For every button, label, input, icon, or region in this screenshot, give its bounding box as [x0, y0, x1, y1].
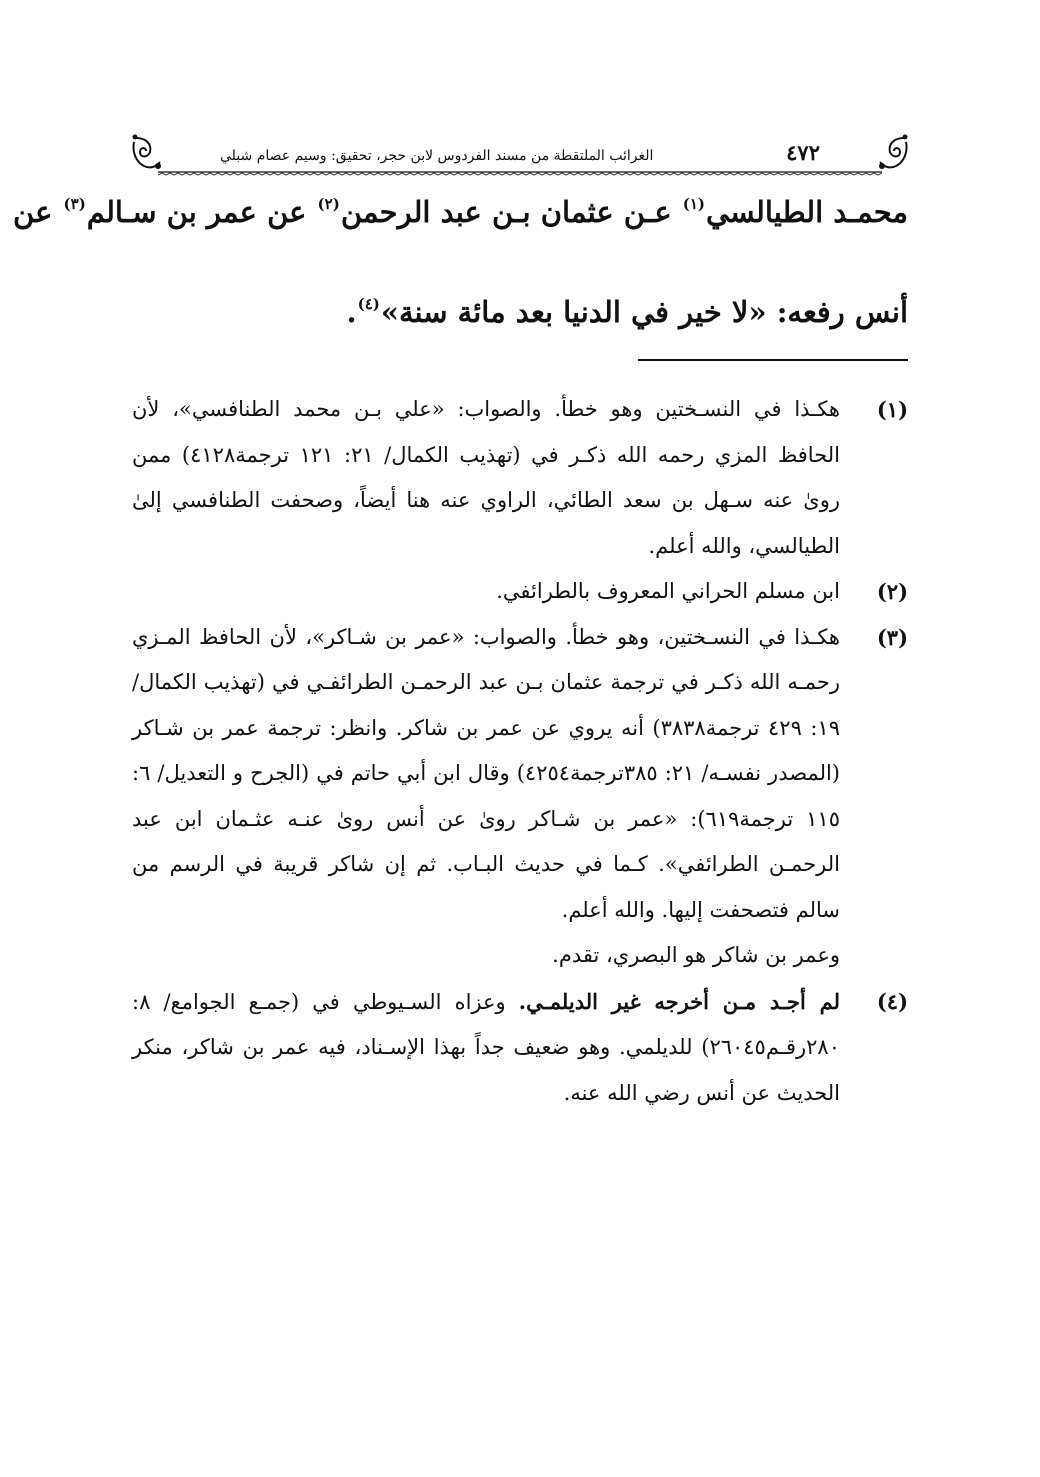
main-line-1	[13, 195, 908, 229]
footnote-ref-2[interactable]: (٢)	[317, 195, 340, 213]
main-text-segment: عن عمر بن سـالم	[86, 195, 317, 229]
footnotes	[132, 387, 908, 1116]
footnote-number: (٢)	[876, 579, 908, 604]
header-rule	[158, 171, 882, 177]
footnote-extra-line: وعمر بن شاكر هو البصري، تقدم.	[552, 943, 840, 967]
footnote-1	[132, 387, 908, 569]
ornament-right-icon	[874, 132, 910, 172]
header-text-row	[220, 140, 820, 165]
footnote-text	[132, 979, 840, 1117]
book-title: الغرائب الملتقطة من مسند الفردوس لابن حجر، تحقيق: وسيم عصام شبلي	[220, 148, 654, 164]
footnote-2	[132, 569, 908, 615]
hadith-text: لا خير في الدنيا بعد مائة سنة	[398, 295, 749, 329]
main-text-segment: عـن عثمان بـن عبد الرحمن	[340, 195, 682, 229]
footnote-4	[132, 979, 908, 1117]
page-number: ٤٧٢	[786, 140, 820, 165]
running-header	[130, 128, 910, 178]
footnote-separator	[638, 359, 908, 361]
ornament-left-icon	[130, 132, 166, 172]
footnote-ref-3[interactable]: (٣)	[63, 195, 86, 213]
main-text-segment: .	[346, 295, 357, 329]
footnote-number: (٣)	[876, 624, 908, 650]
main-text-segment: أنس رفعه: «	[748, 295, 908, 329]
footnote-lead: لم أجـد مـن أخرجه غير الديلمـي.	[518, 988, 840, 1014]
footnote-ref-4[interactable]: (٤)	[357, 295, 380, 313]
main-text-segment: عن	[13, 195, 63, 229]
footnote-number: (٤)	[876, 988, 908, 1014]
footnote-text: هكـذا في النسـختين وهو خطأ. والصواب: «علي بـن محمد الطنافسي»، لأن الحافظ المزي رحمه الله ذكـر في (تهذيب الكمال/ ٢١: ١٢١ ترجمة٤١٢٨) ممن روىٰ عنه سـهل بن سعد الطائي، الراوي عنه هنا أيضاً، وصحفت الطنافسي إلىٰ الطيالسي، والله أعلم.	[132, 397, 840, 558]
main-text-segment: محمـد الطيالسي	[706, 195, 908, 229]
footnote-rest: وعزاه السـيوطي في (جمـع الجوامع/ ٨: ٢٨٠رقـم٢٦٠٤٥) للديلمي. وهو ضعيف جداً بهذا الإسـناد، فيه عمر بن شاكر، منكر الحديث عن أنس رضي الله عنه.	[132, 989, 840, 1105]
main-text-segment: »	[380, 295, 399, 329]
footnote-ref-1[interactable]: (١)	[682, 195, 706, 213]
footnote-number: (١)	[876, 397, 908, 422]
footnote-text: هكـذا في النسـختين، وهو خطأ. والصواب: «عمر بن شـاكر»، لأن الحافظ المـزي رحمـه الله ذكـر في ترجمة عثمان بـن عبد الرحمـن الطرائفـي في (تهذيب الكمال/ ١٩: ٤٢٩ ترجمة٣٨٣٨) أنه يروي عن عمر بن شاكر. وانظر: ترجمة عمر بن شـاكر (المصدر نفسـه/ ٢١: ٣٨٥ترجمة٤٢٥٤) وقال ابن أبي حاتم في (الجرح و التعديل/ ٦: ١١٥ ترجمة٦١٩): «عمر بن شـاكر روىٰ عن أنس روىٰ عنـه عثـمان ابن عبد الرحمـن الطرائفي». كـما في حديث البـاب. ثم إن شاكر قريبة في الرسم من سالم فتصحفت إليها. والله أعلم.	[132, 624, 840, 922]
footnote-text: ابن مسلم الحراني المعروف بالطرائفي.	[496, 579, 840, 603]
main-line-2	[132, 295, 908, 329]
footnote-3	[132, 615, 908, 979]
